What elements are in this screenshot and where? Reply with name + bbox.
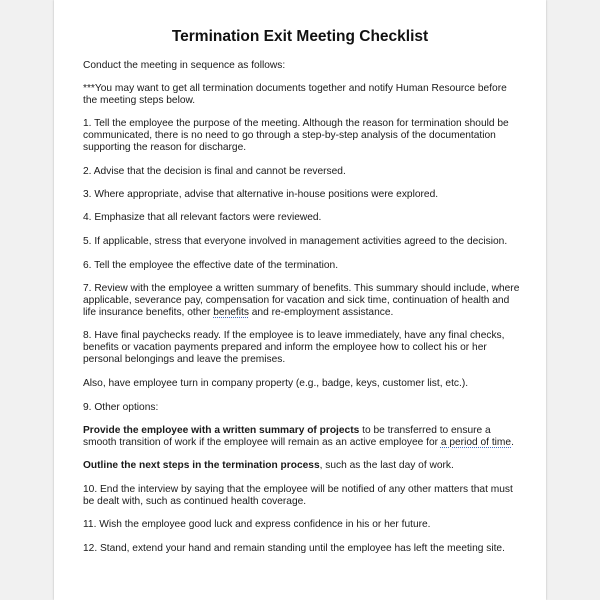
option-2-text: , such as the last day of work. <box>319 460 454 471</box>
option-2 <box>83 460 523 472</box>
option-2-bold: Outline the next steps in the termination process <box>83 460 320 471</box>
step-9: 9. Other options: <box>83 402 159 413</box>
option-1-text-c: . <box>511 437 514 449</box>
step-7 <box>83 283 523 320</box>
step-7-text-c: and re-employment assistance. <box>248 307 394 319</box>
option-1-bold: Provide the employee with a written summary of projects <box>83 425 360 436</box>
option-1 <box>83 425 523 449</box>
step-11: 11. Wish the employee good luck and express confidence in his or her future. <box>83 519 431 530</box>
step-1: 1. Tell the employee the purpose of the meeting. Although the reason for termination should be communicated, there is no need to go through a step-by-step analysis of the documentation supporting the reason for discharge. <box>83 118 509 154</box>
step-6: 6. Tell the employee the effective date of the termination. <box>83 260 339 271</box>
option-1-text-a: to be transferred to ensure a smooth transition of work if the employee will remain as an active employee for <box>83 425 491 449</box>
step-5: 5. If applicable, stress that everyone involved in management activities agreed to the decision. <box>83 236 508 247</box>
document-title: Termination Exit Meeting Checklist <box>171 28 429 45</box>
step-7-benefits-word: benefits <box>213 307 249 319</box>
step-4: 4. Emphasize that all relevant factors were reviewed. <box>83 212 322 223</box>
option-1-period-of-time: a period of time <box>440 437 512 449</box>
document-page <box>54 0 546 600</box>
step-3: 3. Where appropriate, advise that alternative in-house positions were explored. <box>83 189 439 200</box>
step-7-text-a: 7. Review with the employee a written summary of benefits. This summary should include, where applicable, severance pay, compensation for vacation and sick time, continuation of health and life insurance benefits, other <box>83 283 520 319</box>
note-paragraph: ***You may want to get all termination documents together and notify Human Resource before the meeting steps below. <box>83 83 507 107</box>
also-paragraph: Also, have employee turn in company property (e.g., badge, keys, customer list, etc.). <box>83 378 469 389</box>
step-8: 8. Have final paychecks ready. If the employee is to leave immediately, have any final checks, benefits or vacation payments prepared and inform the employee how to collect his or her personal belongings and leave the premises. <box>83 330 505 366</box>
step-2: 2. Advise that the decision is final and cannot be reversed. <box>83 166 346 177</box>
step-12: 12. Stand, extend your hand and remain standing until the employee has left the meeting site. <box>83 543 505 554</box>
step-10: 10. End the interview by saying that the employee will be notified of any other matters that must be dealt with, such as continued health coverage. <box>83 484 513 508</box>
intro-paragraph: Conduct the meeting in sequence as follows: <box>83 60 286 71</box>
